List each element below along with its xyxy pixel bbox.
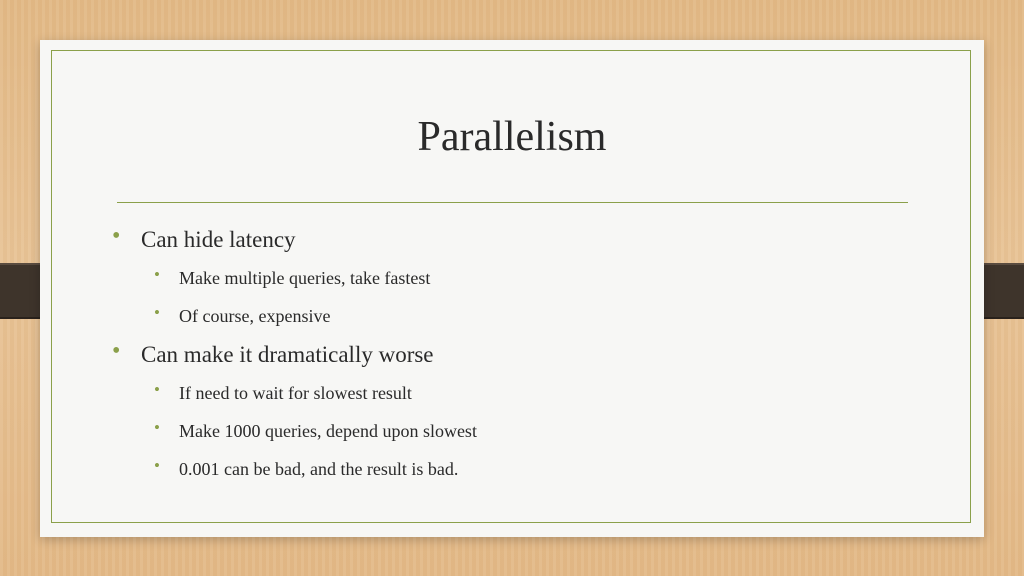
bullet-item-level2 <box>112 297 912 335</box>
bullet-text: 0.001 can be bad, and the result is bad. <box>179 459 459 479</box>
bullet-item-level1 <box>112 221 912 258</box>
bullet-item-level2 <box>112 374 912 412</box>
bullet-item-level2 <box>112 259 912 297</box>
bullet-dot-icon: • <box>154 456 160 475</box>
bullet-text: Make multiple queries, take fastest <box>179 268 431 288</box>
bullet-text: Can hide latency <box>141 227 296 252</box>
bullet-item-level2 <box>112 412 912 450</box>
bullet-dot-icon: • <box>154 418 160 437</box>
bullet-dot-icon: • <box>112 223 121 249</box>
title-divider <box>117 202 908 203</box>
bullet-text: Make 1000 queries, depend upon slowest <box>179 421 477 441</box>
bullet-item-level1 <box>112 336 912 373</box>
bullet-dot-icon: • <box>154 265 160 284</box>
bullet-dot-icon: • <box>154 303 160 322</box>
bullet-text: Can make it dramatically worse <box>141 342 434 367</box>
bullet-text: Of course, expensive <box>179 306 331 326</box>
bullet-item-level2 <box>112 450 912 488</box>
slide-title: Parallelism <box>417 114 607 160</box>
bullet-dot-icon: • <box>112 338 121 364</box>
slide-card <box>40 40 984 537</box>
bullet-text: If need to wait for slowest result <box>179 383 412 403</box>
bullet-list <box>112 216 912 488</box>
bullet-dot-icon: • <box>154 380 160 399</box>
